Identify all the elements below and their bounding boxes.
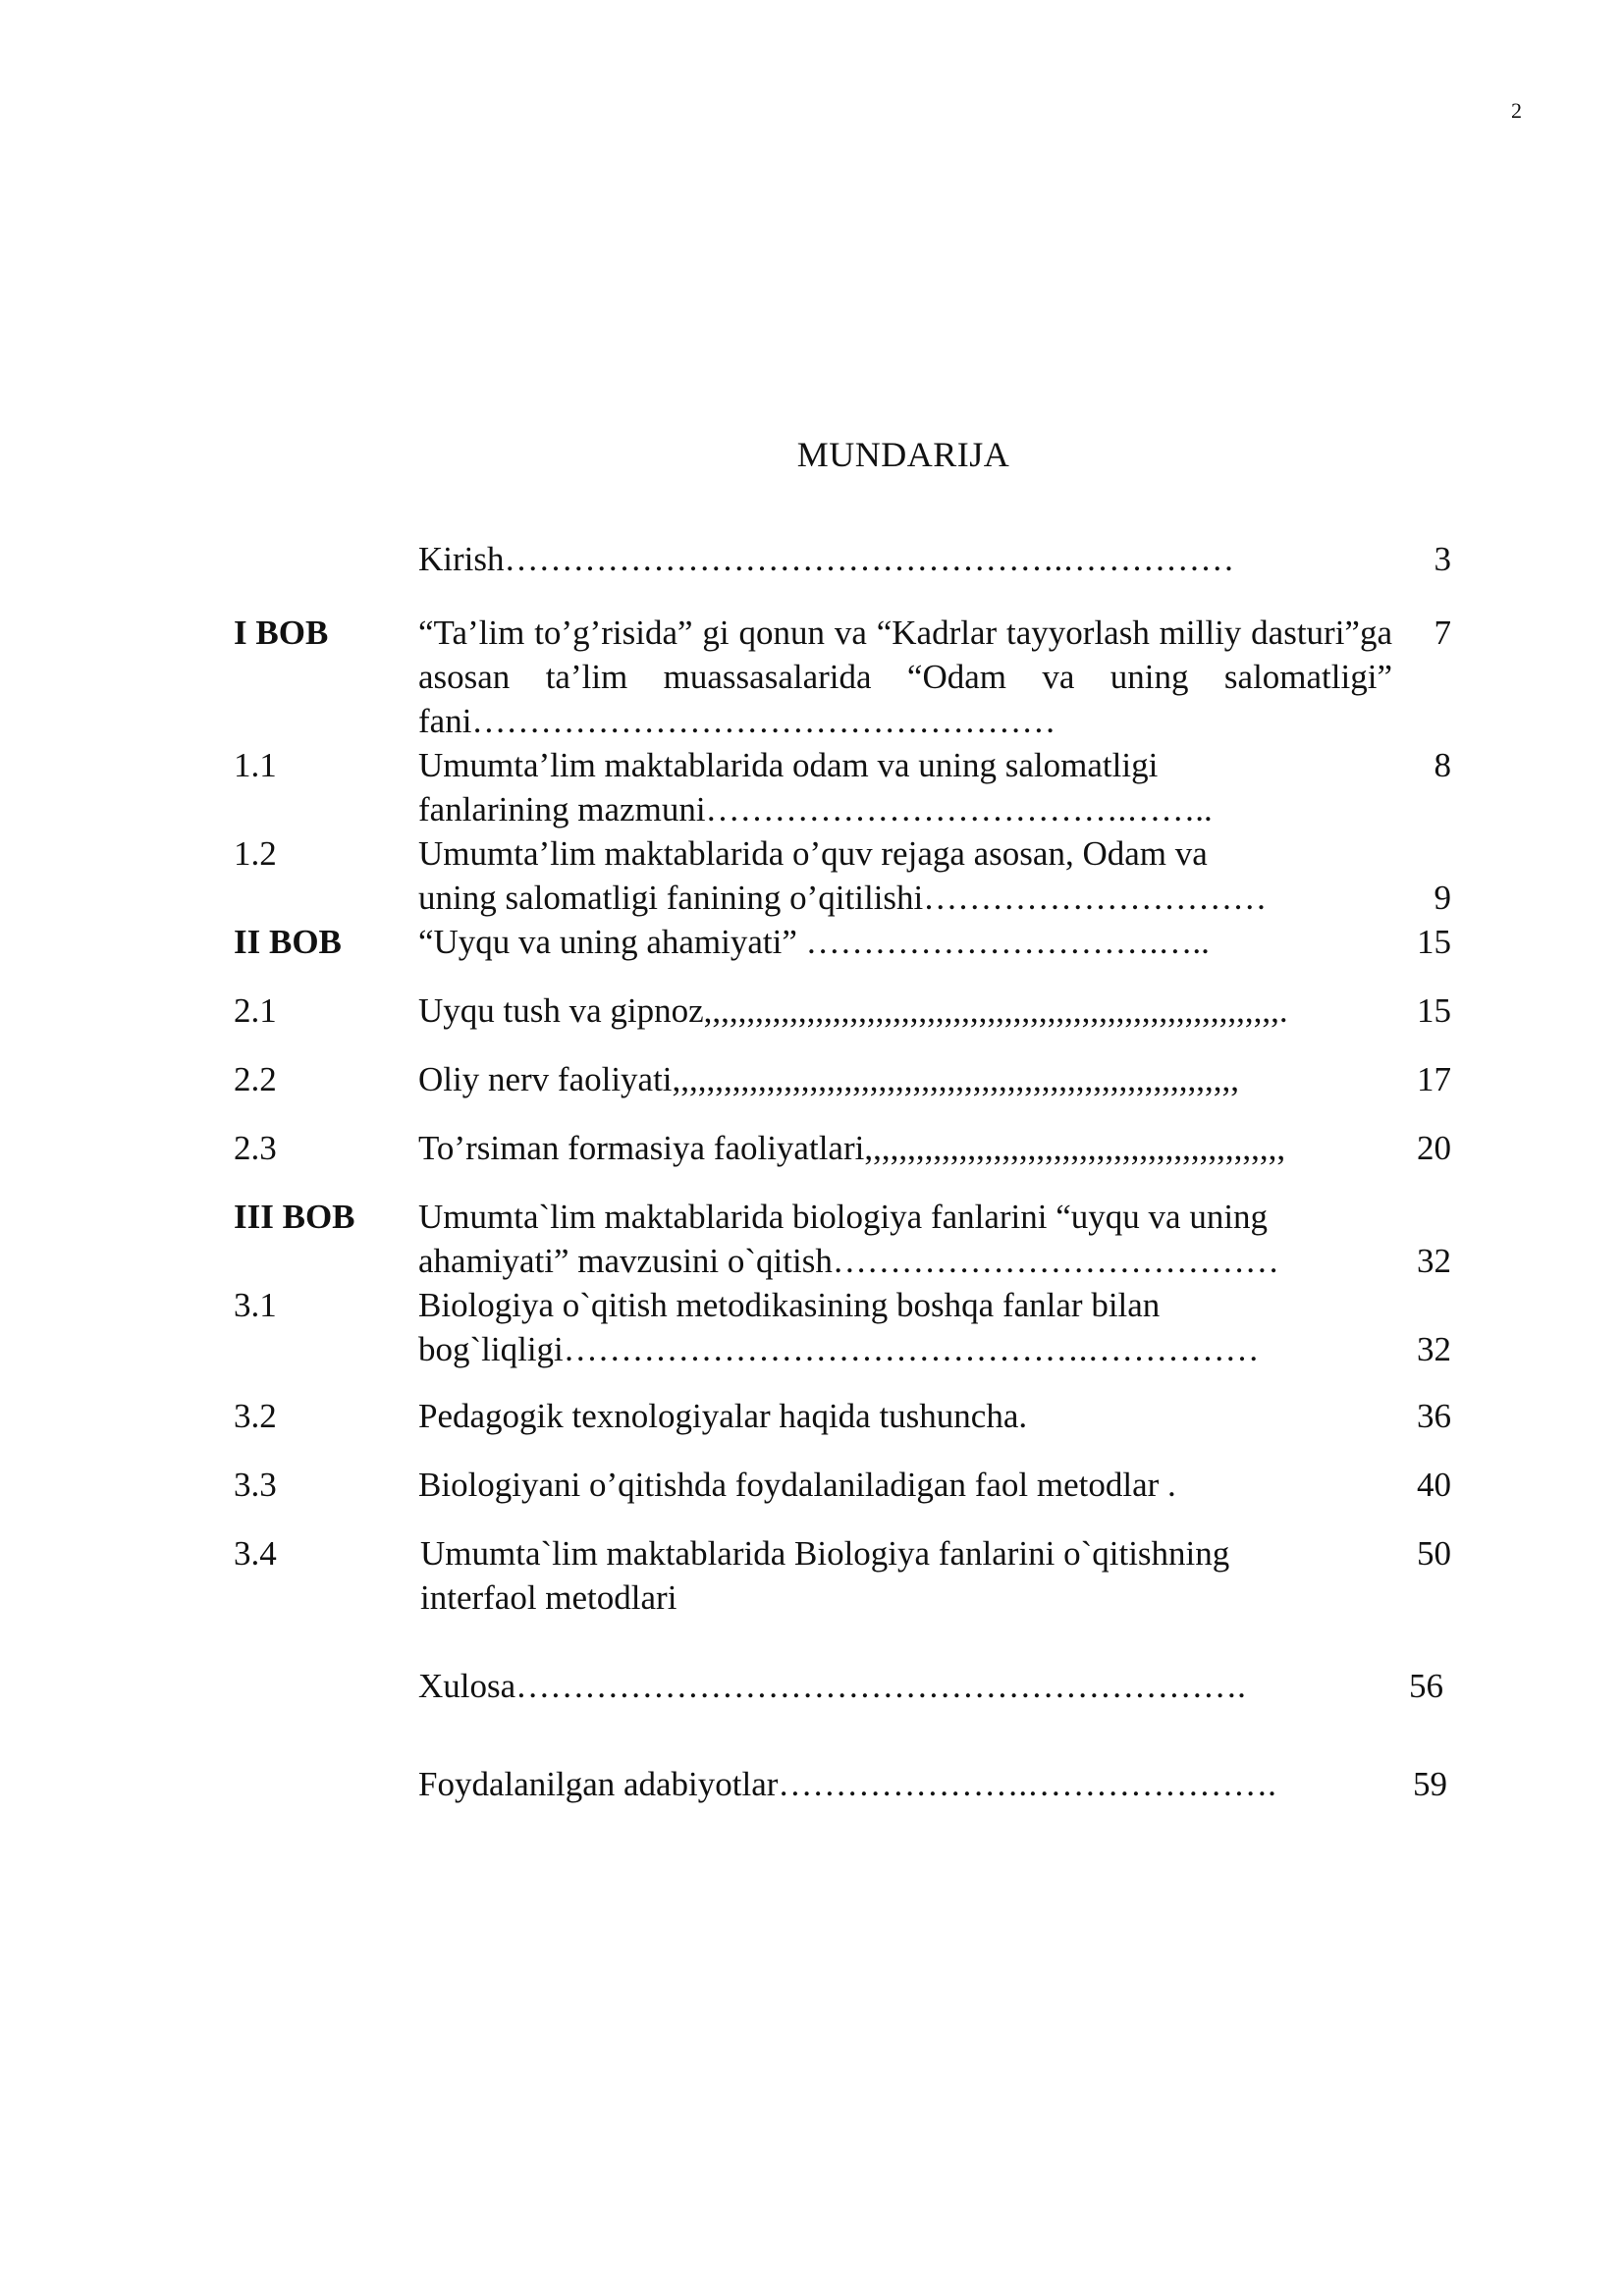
toc-entry-text: Xulosa……………………………………………………….: [418, 1667, 1246, 1705]
toc-entry-page: 8: [1434, 746, 1451, 784]
toc-entry-label: 3.3: [234, 1466, 277, 1504]
toc-entry: [0, 1664, 1624, 1708]
toc-entry-label: 2.3: [234, 1129, 277, 1167]
toc-entry: [0, 920, 1624, 964]
toc-entry-text: Oliy nerv faoliyati,,,,,,,,,,,,,,,,,,,,,,,,,,,,,,,,,,,,,,,,,,,,,,,,,,,,,,,,,,,,,,,,,,: [418, 1060, 1240, 1098]
toc-entry-page: 7: [1434, 614, 1451, 652]
toc-entry-label: II BOB: [234, 923, 342, 961]
toc-entry: [0, 1126, 1624, 1170]
toc-entry: [0, 743, 1624, 831]
toc-entry-text: Umumta`lim maktablarida Biologiya fanlarini o`qitishning interfaol metodlari: [420, 1534, 1230, 1617]
toc-entry-text: Kirish………………………………………….……………: [418, 540, 1235, 578]
toc-entry-page: 56: [1409, 1667, 1443, 1705]
toc-entry-page: 40: [1417, 1466, 1451, 1504]
toc-entry-page: 20: [1417, 1129, 1451, 1167]
toc-entry: [0, 988, 1624, 1033]
toc-entry: [0, 831, 1624, 920]
toc-entry-label: 1.1: [234, 746, 277, 784]
toc-entry-label: 2.1: [234, 991, 277, 1030]
toc-entry-text: Uyqu tush va gipnoz,,,,,,,,,,,,,,,,,,,,,,,,,,,,,,,,,,,,,,,,,,,,,,,,,,,,,,,,,,,,,,,,,,,.: [418, 991, 1288, 1030]
toc-entry: [0, 537, 1624, 581]
toc-entry-label: 3.1: [234, 1286, 277, 1324]
toc-entry-page: 36: [1417, 1397, 1451, 1435]
toc-entry-text: Foydalanilgan adabiyotlar………………….………………….: [418, 1765, 1276, 1803]
toc-entry-text: Umumta’lim maktablarida o’quv rejaga asosan, Odam va uning salomatligi fanining o’qitilishi…………………………: [418, 834, 1268, 917]
toc-entry-page: 32: [1417, 1330, 1451, 1368]
toc-entry-label: 3.2: [234, 1397, 277, 1435]
toc-entry: [0, 1394, 1624, 1438]
toc-entry: [0, 1057, 1624, 1101]
toc-entry: [0, 1195, 1624, 1283]
toc-entry-text: “Uyqu va uning ahamiyati” ………………………….…..: [418, 923, 1210, 961]
toc-entry-label: 3.4: [234, 1534, 277, 1573]
toc-entry: [0, 1762, 1624, 1806]
toc-entry-page: 17: [1417, 1060, 1451, 1098]
toc-entry: [0, 1283, 1624, 1371]
toc-entry: [0, 611, 1624, 743]
toc-entry-text: Umumta`lim maktablarida biologiya fanlarini “uyqu va uning ahamiyati” mavzusini o`qitish…………………………………: [418, 1198, 1279, 1280]
toc-entry: [0, 1463, 1624, 1507]
toc-entry: [0, 1531, 1624, 1620]
toc-entry-text: Biologiya o`qitish metodikasining boshqa fanlar bilan bog`liqligi……………………………………….……………: [418, 1286, 1260, 1368]
toc-entry-label: 2.2: [234, 1060, 277, 1098]
toc-entry-page: 32: [1417, 1242, 1451, 1280]
toc-entry-page: 15: [1417, 991, 1451, 1030]
toc-entry-page: 9: [1434, 879, 1451, 917]
toc-entry-label: I BOB: [234, 614, 329, 652]
toc-entry-text: Biologiyani o’qitishda foydalaniladigan faol metodlar .: [418, 1466, 1176, 1504]
toc-entry-page: 15: [1417, 923, 1451, 961]
toc-entry-label: 1.2: [234, 834, 277, 873]
toc-entry-label: III BOB: [234, 1198, 355, 1236]
toc-entry-page: 59: [1413, 1765, 1447, 1803]
toc-entry-page: 3: [1434, 540, 1451, 578]
toc-entry-page: 50: [1417, 1534, 1451, 1573]
toc-entry-text: “Ta’lim to’g’risida” gi qonun va “Kadrlar tayyorlash milliy dasturi”ga asosan ta’lim muassasalarida “Odam va uning salomatligi” fani……………………………………………: [418, 614, 1392, 740]
toc-entry-text: Pedagogik texnologiyalar haqida tushuncha.: [418, 1397, 1028, 1435]
page-number: 2: [1511, 98, 1522, 123]
toc-title: MUNDARIJA: [796, 435, 1010, 474]
toc-entry-text: To’rsiman formasiya faoliyatlari,,,,,,,,,,,,,,,,,,,,,,,,,,,,,,,,,,,,,,,,,,,,,,,,,: [418, 1129, 1286, 1167]
toc-entry-text: Umumta’lim maktablarida odam va uning salomatligi fanlarining mazmuni……………………………….……..: [418, 746, 1213, 828]
